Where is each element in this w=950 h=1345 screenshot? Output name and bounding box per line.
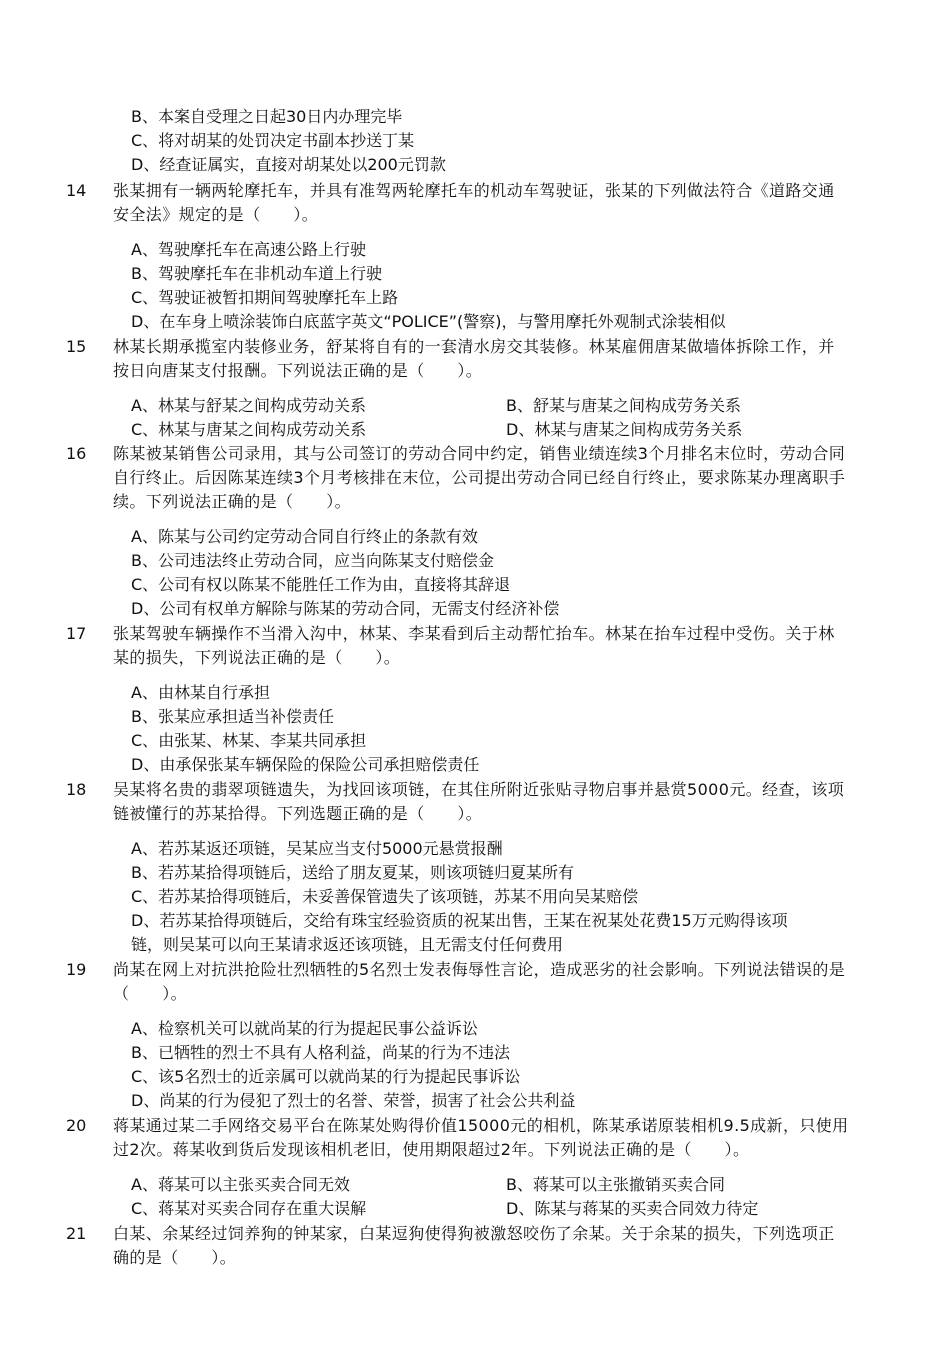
q16-option-c: C、公司有权以陈某不能胜任工作为由，直接将其辞退 [131,575,511,594]
q17-option-d: D、由承保张某车辆保险的保险公司承担赔偿责任 [131,755,480,774]
q19-stem-line-2: （ ）。 [113,984,188,1003]
q16-stem-line-2: 自行终止。后因陈某连续3个月考核排在末位，公司提出劳动合同已经自行终止，要求陈某办理离职手 [113,468,846,487]
q13-option-d: D、经查证属实，直接对胡某处以200元罚款 [131,155,446,174]
q18-option-d: D、若苏某拾得项链后，交给有珠宝经验资质的祝某出售，王某在祝某处花费15万元购得该项 [131,911,788,930]
q16-option-d: D、公司有权单方解除与陈某的劳动合同，无需支付经济补偿 [131,599,560,618]
q14-stem-line-2: 安全法》规定的是（ ）。 [113,205,319,224]
q14-option-a: A、驾驶摩托车在高速公路上行驶 [131,240,366,259]
q18-option-a: A、若苏某返还项链，吴某应当支付5000元悬赏报酬 [131,839,503,858]
q15-stem-line-2: 按日向唐某支付报酬。下列说法正确的是（ ）。 [113,361,483,380]
q15-option-a: A、林某与舒某之间构成劳动关系 [131,396,366,415]
q16-stem-line-3: 续。下列说法正确的是（ ）。 [113,492,352,511]
q20-option-d: D、陈某与蒋某的买卖合同效力待定 [506,1199,759,1218]
q14-option-b: B、驾驶摩托车在非机动车道上行驶 [131,264,382,283]
q15-option-c: C、林某与唐某之间构成劳动关系 [131,420,367,439]
q16-option-a: A、陈某与公司约定劳动合同自行终止的条款有效 [131,527,478,546]
q20-stem-line-2: 过2次。蒋某收到货后发现该相机老旧，使用期限超过2年。下列说法正确的是（ ）。 [113,1140,750,1159]
q21-number: 21 [66,1224,87,1243]
q19-option-c: C、该5名烈士的近亲属可以就尚某的行为提起民事诉讼 [131,1067,521,1086]
q18-stem-line-2: 链被懂行的苏某拾得。下列选题正确的是（ ）。 [113,804,483,823]
q17-stem-line-2: 某的损失，下列说法正确的是（ ）。 [113,648,401,667]
q15-number: 15 [66,337,87,356]
q15-option-b: B、舒某与唐某之间构成劳务关系 [506,396,741,415]
q14-stem-line-1: 张某拥有一辆两轮摩托车，并具有准驾两轮摩托车的机动车驾驶证，张某的下列做法符合《道路交通 [113,181,835,200]
q17-option-a: A、由林某自行承担 [131,683,270,702]
q20-number: 20 [66,1116,87,1135]
q20-option-c: C、蒋某对买卖合同存在重大误解 [131,1199,367,1218]
q17-option-b: B、张某应承担适当补偿责任 [131,707,334,726]
q19-number: 19 [66,960,87,979]
q20-option-b: B、蒋某可以主张撤销买卖合同 [506,1175,725,1194]
q16-number: 16 [66,444,87,463]
q18-stem-line-1: 吴某将名贵的翡翠项链遗失，为找回该项链，在其住所附近张贴寻物启事并悬赏5000元。经查，该项 [113,780,845,799]
q19-option-b: B、已牺牲的烈士不具有人格利益，尚某的行为不违法 [131,1043,510,1062]
q20-option-a: A、蒋某可以主张买卖合同无效 [131,1175,350,1194]
q15-option-d: D、林某与唐某之间构成劳务关系 [506,420,743,439]
q17-stem-line-1: 张某驾驶车辆操作不当滑入沟中，林某、李某看到后主动帮忙抬车。林某在抬车过程中受伤。关于林 [113,624,835,643]
q17-option-c: C、由张某、林某、李某共同承担 [131,731,367,750]
q21-stem-line-2: 确的是（ ）。 [113,1248,237,1267]
q21-stem-line-1: 白某、余某经过饲养狗的钟某家，白某逗狗使得狗被激怒咬伤了余某。关于余某的损失，下列选项正 [113,1224,835,1243]
q16-option-b: B、公司违法终止劳动合同，应当向陈某支付赔偿金 [131,551,494,570]
q13-option-b: B、本案自受理之日起30日内办理完毕 [131,107,403,126]
q14-option-c: C、驾驶证被暂扣期间驾驶摩托车上路 [131,288,399,307]
q19-stem-line-1: 尚某在网上对抗洪抢险壮烈牺牲的5名烈士发表侮辱性言论，造成恶劣的社会影响。下列说法错误的是 [113,960,846,979]
q14-option-d: D、在车身上喷涂装饰白底蓝字英文“POLICE”(警察)，与警用摩托外观制式涂装相似 [131,312,726,331]
q17-number: 17 [66,624,87,643]
q20-stem-line-1: 蒋某通过某二手网络交易平台在陈某处购得价值15000元的相机，陈某承诺原装相机9.5成新，只使用 [113,1116,849,1135]
q16-stem-line-1: 陈某被某销售公司录用，其与公司签订的劳动合同中约定，销售业绩连续3个月排名末位时，劳动合同 [113,444,846,463]
q14-number: 14 [66,181,87,200]
q19-option-d: D、尚某的行为侵犯了烈士的名誉、荣誉，损害了社会公共利益 [131,1091,576,1110]
q18-option-d-continuation: 链，则吴某可以向王某请求返还该项链，且无需支付任何费用 [131,935,564,954]
q15-stem-line-1: 林某长期承揽室内装修业务，舒某将自有的一套清水房交其装修。林某雇佣唐某做墙体拆除工作，并 [113,337,835,356]
q18-option-b: B、若苏某拾得项链后，送给了朋友夏某，则该项链归夏某所有 [131,863,574,882]
q13-option-c: C、将对胡某的处罚决定书副本抄送丁某 [131,131,415,150]
q18-option-c: C、若苏某拾得项链后，未妥善保管遗失了该项链，苏某不用向吴某赔偿 [131,887,639,906]
q18-number: 18 [66,780,87,799]
q19-option-a: A、检察机关可以就尚某的行为提起民事公益诉讼 [131,1019,478,1038]
